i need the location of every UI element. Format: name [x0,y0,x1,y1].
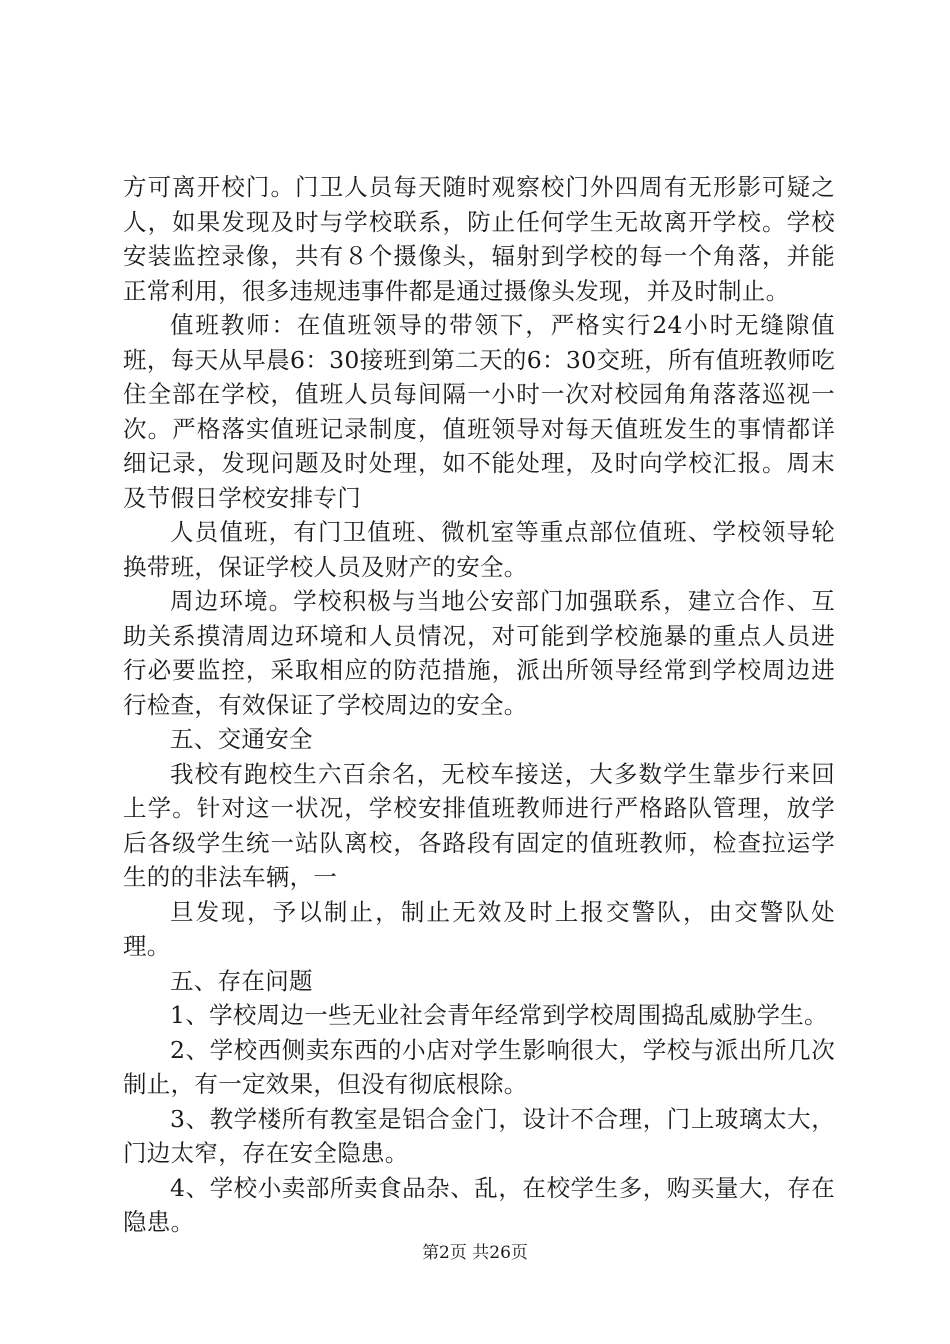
paragraph-4: 周边环境。学校积极与当地公安部门加强联系，建立合作、互助关系摸清周边环境和人员情况，对可能到学校施暴的重点人员进行必要监控，采取相应的防范措施，派出所领导经常到学校周边进行检查，有效保证了学校周边的安全。 [123,587,835,719]
problem-item-3: 3、教学楼所有教室是铝合金门，设计不合理，门上玻璃太大，门边太窄，存在安全隐患。 [123,1104,835,1167]
paragraph-3: 人员值班，有门卫值班、微机室等重点部位值班、学校领导轮换带班，保证学校人员及财产的安全。 [123,518,835,581]
paragraph-6: 我校有跑校生六百余名，无校车接送，大多数学生靠步行来回上学。针对这一状况，学校安排值班教师进行严格路队管理，放学后各级学生统一站队离校，各路段有固定的值班教师，检查拉运学生的的非法车辆，一 [123,759,835,891]
problem-item-1: 1、学校周边一些无业社会青年经常到学校周围捣乱威胁学生。 [170,1001,828,1029]
document-body [123,170,835,1240]
section-heading-traffic-safety: 五、交通安全 [170,725,313,753]
problem-item-4: 4、学校小卖部所卖食品杂、乱，在校学生多，购买量大，存在隐患。 [123,1173,835,1236]
problem-item-2: 2、学校西侧卖东西的小店对学生影响很大，学校与派出所几次制止，有一定效果，但没有彻底根除。 [123,1035,835,1098]
paragraph-7: 旦发现，予以制止，制止无效及时上报交警队，由交警队处理。 [123,897,835,960]
section-heading-existing-problems: 五、存在问题 [170,966,313,995]
page-number-footer: 第2页 共26页 [422,1243,528,1263]
paragraph-1: 方可离开校门。门卫人员每天随时观察校门外四周有无形影可疑之人，如果发现及时与学校联系，防止任何学生无故离开学校。学校安装监控录像，共有８个摄像头，辐射到学校的每一个角落，并能正常利用，很多违规违事件都是通过摄像头发现，并及时制止。 [123,173,835,305]
paragraph-2: 值班教师：在值班领导的带领下，严格实行24小时无缝隙值班，每天从早晨6：30接班到第二天的6：30交班，所有值班教师吃住全部在学校，值班人员每间隔一小时一次对校园角角落落巡视一次。严格落实值班记录制度，值班领导对每天值班发生的事情都详细记录，发现问题及时处理，如不能处理，及时向学校汇报。周末及节假日学校安排专门 [123,311,835,512]
